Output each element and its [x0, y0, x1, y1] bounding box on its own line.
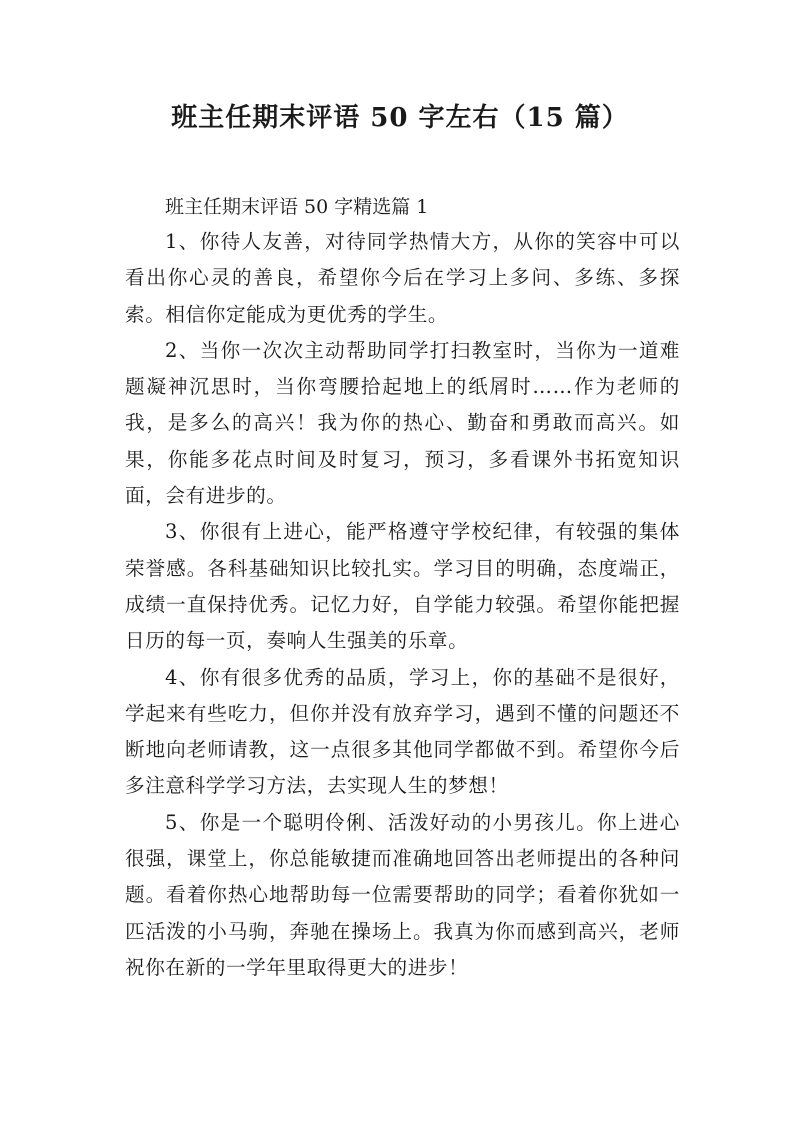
comment-paragraph-4: 4、你有很多优秀的品质，学习上，你的基础不是很好，学起来有些吃力，但你并没有放弃学习，遇到不懂的问题还不断地向老师请教，这一点很多其他同学都做不到。希望你今后多注意科学学习方法，去实现人生的梦想！	[125, 665, 680, 798]
document-title: 班主任期末评语 50 字左右（15 篇）	[171, 103, 629, 133]
comment-paragraph-5: 5、你是一个聪明伶俐、活泼好动的小男孩儿。你上进心很强，课堂上，你总能敏捷而准确地回答出老师提出的各种问题。看着你热心地帮助每一位需要帮助的同学；看着你犹如一匹活泼的小马驹，奔驰在操场上。我真为你而感到高兴，老师祝你在新的一学年里取得更大的进步！	[125, 810, 680, 979]
comment-paragraph-3: 3、你很有上进心，能严格遵守学校纪律，有较强的集体荣誉感。各科基础知识比较扎实。学习目的明确，态度端正，成绩一直保持优秀。记忆力好，自学能力较强。希望你能把握日历的每一页，奏响人生强美的乐章。	[125, 520, 680, 653]
comment-paragraph-1: 1、你待人友善，对待同学热情大方，从你的笑容中可以看出你心灵的善良，希望你今后在学习上多问、多练、多探索。相信你定能成为更优秀的学生。	[125, 230, 680, 326]
section-heading: 班主任期末评语 50 字精选篇 1	[165, 196, 429, 218]
comment-paragraph-2: 2、当你一次次主动帮助同学打扫教室时，当你为一道难题凝神沉思时，当你弯腰拾起地上的纸屑时……作为老师的我，是多么的高兴！我为你的热心、勤奋和勇敢而高兴。如果，你能多花点时间及时复习，预习，多看课外书拓宽知识面，会有进步的。	[125, 338, 680, 508]
document-body	[125, 190, 680, 986]
